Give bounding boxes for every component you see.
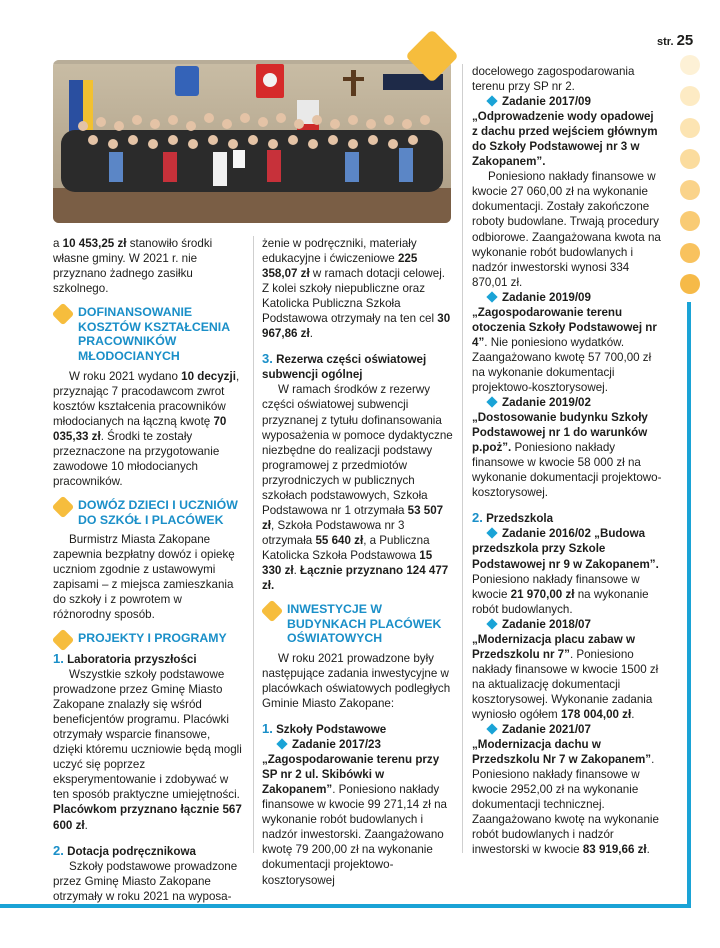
section-heading: DOFINANSOWANIE KOSZTÓW KSZTAŁCENIA PRACOWNIKÓW MŁODOCIANYCH [53, 305, 243, 363]
diamond-icon [261, 600, 284, 623]
column-divider [462, 64, 463, 853]
page-number: str. 25 [657, 32, 694, 49]
task-paragraph: Zadanie 2016/02 „Budowa przedszkola przy Szkole Podstawowej nr 9 w Zakopanem”. Poniesiono nakłady finansowe w kwocie 21 970,00 zł na wykonanie robót budowlanych. [472, 527, 659, 616]
column-3 [472, 64, 662, 857]
section-heading: PROJEKTY I PROGRAMY [53, 631, 243, 646]
diamond-bullet-icon [486, 291, 497, 302]
section-heading: DOWÓZ DZIECI I UCZNIÓW DO SZKÓŁ I PLACÓWEK [53, 498, 243, 527]
column-divider [253, 236, 254, 853]
diamond-icon [52, 496, 75, 519]
paragraph: W roku 2021 prowadzone były następujące zadania inwestycyjne w placówkach oświatowych podległych Gminie Miasto Zakopane: [262, 651, 451, 710]
diamond-bullet-icon [486, 396, 497, 407]
numbered-subheading: 3. Rezerwa części oświatowej subwencji ogólnej [262, 351, 427, 382]
column-1 [53, 236, 243, 904]
numbered-subheading: 2. Dotacja podręcznikowa [53, 842, 196, 858]
paragraph: a 10 453,25 zł stanowiło środki własne gminy. W 2021 r. nie przyznano żadnego zasiłku szkolnego. [53, 237, 213, 296]
numbered-subheading: 1. Laboratoria przyszłości [53, 651, 197, 666]
diamond-bullet-icon [486, 618, 497, 629]
decorative-rule-vertical [687, 302, 691, 904]
task-paragraph: Zadanie 2019/09 „Zagospodarowanie terenu otoczenia Szkoły Podstawowej nr 4”. Nie poniesiono wydatków. Zaangażowano kwotę 57 700,00 zł na wykonanie dokumentacji projektowo-kosztorysowej. [472, 290, 657, 394]
diamond-bullet-icon [486, 528, 497, 539]
decorative-dots [680, 55, 700, 305]
paragraph: Poniesiono nakłady finansowe w kwocie 27 060,00 zł na wykonanie dokumentacji. Zostały zakończone roboty budowlane. Trwają procedury odbiorowe. Zaangażowana kwota na wykonanie robót budowlanych i nadzór inwestorski wynosi 334 870,01 zł. [472, 170, 661, 289]
paragraph: żenie w podręczniki, materiały edukacyjne i ćwiczeniowe 225 358,07 zł w ramach dotacji celowej. Z kolei szkoły niepubliczne oraz Katolicka Publiczna Szkoła Podstawowa otrzymały na ten cel 30 967,86 zł. [262, 237, 451, 341]
task-paragraph: Zadanie 2018/07 „Modernizacja placu zabaw w Przedszkolu nr 7”. Poniesiono nakłady finansowe w kwocie 1500 zł na aktualizację dokumentacji kosztorysowej. Wykonanie zadania wyniosło ogółem 178 004,00 zł. [472, 617, 659, 721]
decorative-rule-horizontal [0, 904, 691, 908]
column-2 [262, 236, 454, 888]
task-paragraph: Zadanie 2019/02 „Dostosowanie budynku Szkoły Podstawowej nr 1 do warunków p.poż”. Poniesiono nakłady finansowe w kwocie 58 000 zł na wykonanie dokumentacji projektowo-kosztorysowej. [472, 396, 662, 500]
paragraph: Burmistrz Miasta Zakopane zapewnia bezpłatny dowóz i opiekę uczniom zgodnie z ustawowymi zapisami – z miejsca zamieszkania do szkoły i z powrotem w różnorodny sposób. [53, 533, 235, 622]
section-heading: INWESTYCJE W BUDYNKACH PLACÓWEK OŚWIATOWYCH [262, 602, 454, 646]
numbered-subheading: 1. Szkoły Podstawowe [262, 721, 387, 737]
numbered-subheading: 2. Przedszkola [472, 510, 554, 526]
group-photo [53, 60, 451, 223]
paragraph: docelowego zagospodarowania terenu przy SP nr 2. [472, 65, 635, 94]
paragraph: Wszystkie szkoły podstawowe prowadzone przez Gminę Miasto Zakopane znalazły się wśród beneficjentów programu. Placówki otrzymały wsparcie finansowe, dzięki któremu uczniowie będą mogli uczyć się poprzez eksperymentowanie i zdobywać w ten sposób praktyczne umiejętności. Placówkom przyznano łącznie 567 600 zł. [53, 668, 242, 832]
task-paragraph: Zadanie 2017/23 „Zagospodarowanie terenu przy SP nr 2 ul. Skibówki w Zakopanem”. Poniesiono nakłady finansowe w kwocie 99 271,14 zł na wykonanie robót budowlanych i nadzór inwestorski. Zaangażowano kwotę 79 200,00 zł na wykonanie dokumentacji projektowo-kosztorysowej [262, 738, 447, 887]
paragraph: W ramach środków z rezerwy części oświatowej subwencji przyznanej z tytułu dofinansowania wyposażenia w pomoce dydaktyczne niezbędne do realizacji podstawy programowej z przedmiotów przyrodniczych w publicznych szkołach podstawowych, Szkoła Podstawowa nr 1 otrzymała 53 507 zł, Szkoła Podstawowa nr 3 otrzymała 55 640 zł, a Publiczna Katolicka Szkoła Podstawowa 15 330 zł. Łącznie przyznano 124 477 zł. [262, 383, 453, 593]
task-paragraph: Zadanie 2021/07 „Modernizacja dachu w Przedszkolu Nr 7 w Zakopanem”. Poniesiono nakłady finansowe w kwocie 2952,00 zł na wykonanie dokumentacji technicznej. Zaangażowano kwotę na wykonanie robót budowlanych i nadzór inwestorski w kwocie 83 919,66 zł. [472, 723, 659, 857]
diamond-icon [52, 303, 75, 326]
diamond-bullet-icon [486, 723, 497, 734]
diamond-icon [52, 629, 75, 652]
paragraph: Szkoły podstawowe prowadzone przez Gminę Miasto Zakopane otrzymały w roku 2021 na wyposa- [53, 859, 238, 903]
diamond-bullet-icon [486, 95, 497, 106]
diamond-bullet-icon [276, 738, 287, 749]
task-paragraph: Zadanie 2017/09 „Odprowadzenie wody opadowej z dachu przed wejściem głównym do Szkoły Podstawowej nr 3 w Zakopanem”. [472, 95, 658, 169]
paragraph: W roku 2021 wydano 10 decyzji, przyznając 7 pracodawcom zwrot kosztów kształcenia pracowników młodocianych na łączną kwotę 70 035,33 zł. Środki te zostały przeznaczone na przygotowanie zawodowe 10 młodocianych pracowników. [53, 369, 240, 488]
